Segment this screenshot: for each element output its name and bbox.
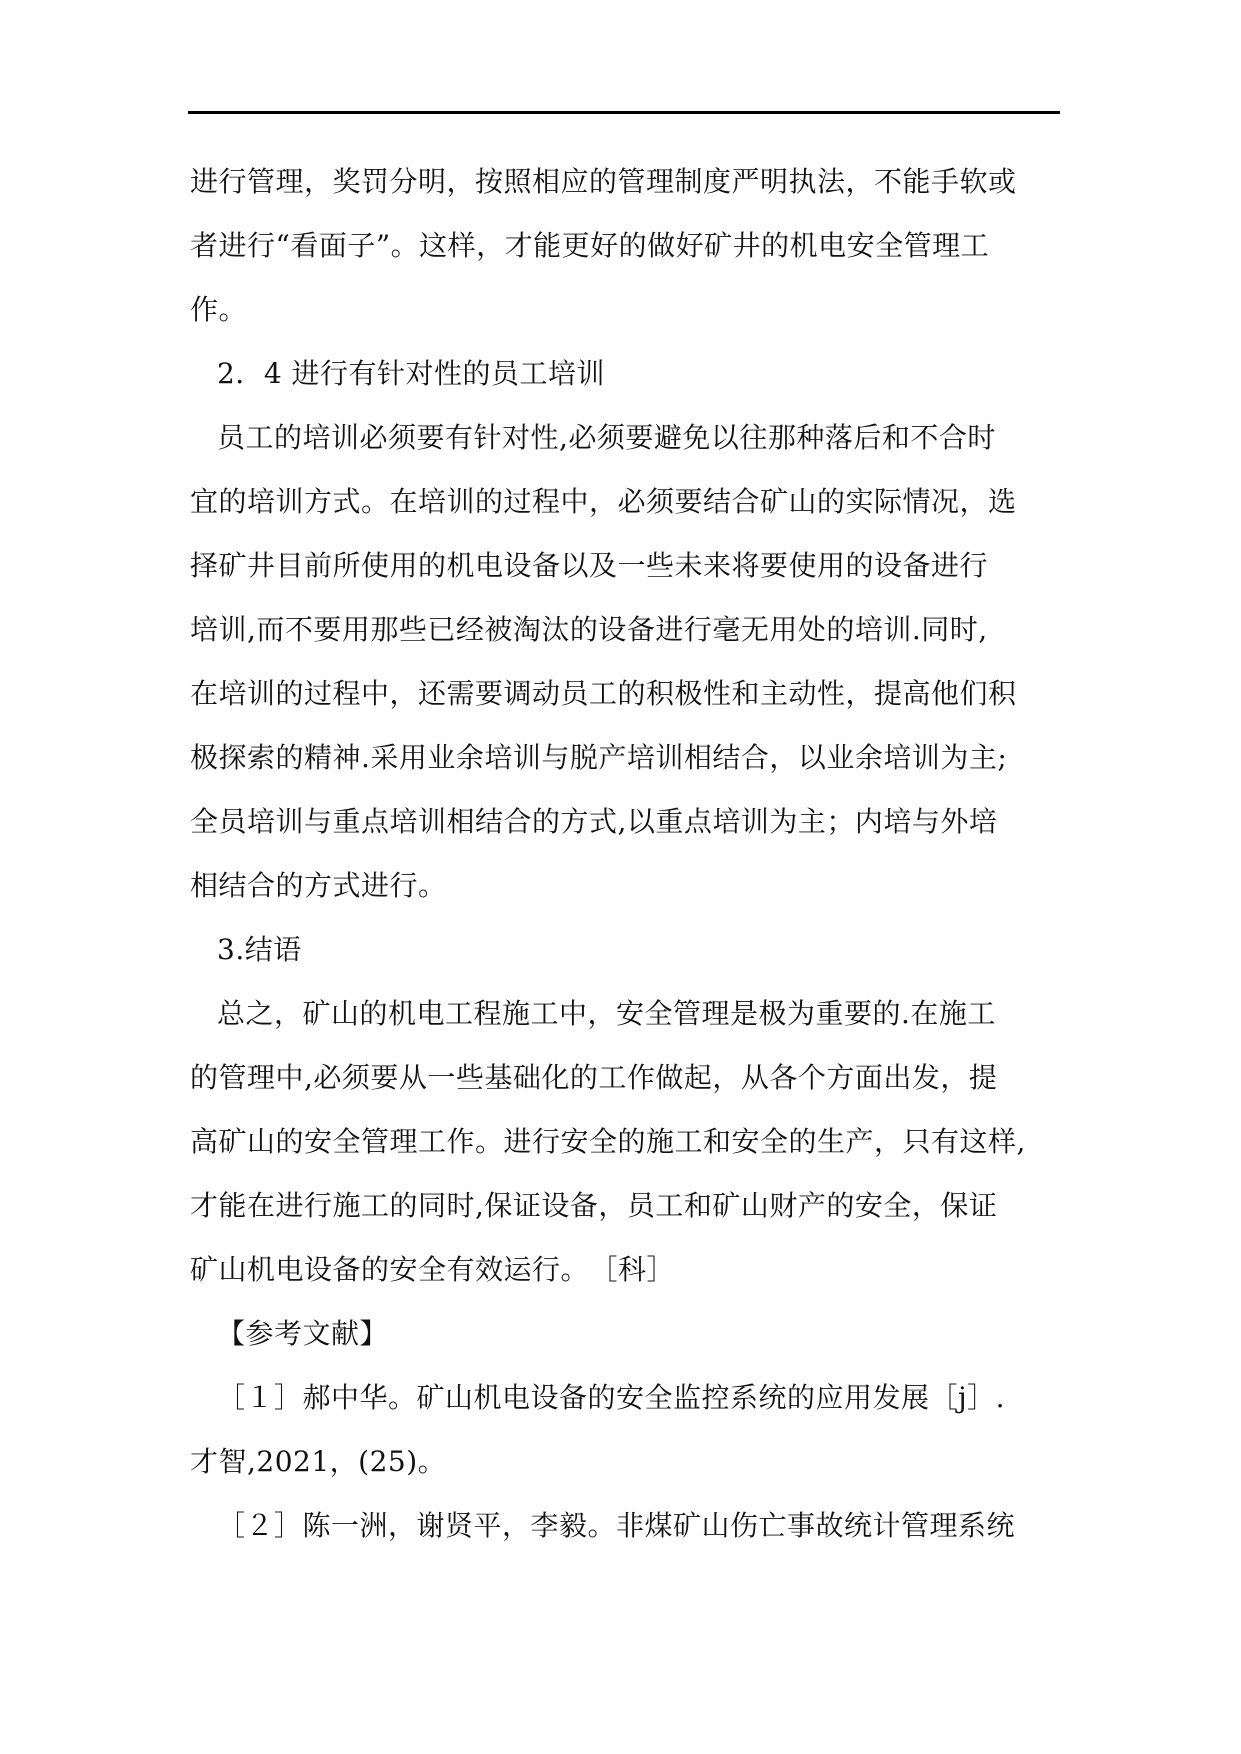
paragraph-line: 相结合的方式进行。 bbox=[190, 869, 447, 902]
paragraph-line: 在培训的过程中，还需要调动员工的积极性和主动性，提高他们积 bbox=[190, 677, 1017, 710]
section-heading: 3.结语 bbox=[217, 933, 302, 966]
reference-line: 才智,2021，(25)。 bbox=[190, 1445, 447, 1478]
references-heading: 【参考文献】 bbox=[217, 1317, 389, 1350]
section-heading: 2．4 进行有针对性的员工培训 bbox=[217, 357, 606, 390]
paragraph-line: 的管理中,必须要从一些基础化的工作做起，从各个方面出发，提 bbox=[190, 1061, 998, 1094]
paragraph-line: 培训,而不要用那些已经被淘汰的设备进行毫无用处的培训.同时, bbox=[190, 613, 988, 646]
paragraph-line: 者进行“看面子”。这样，才能更好的做好矿井的机电安全管理工 bbox=[190, 229, 990, 262]
paragraph-line: 员工的培训必须要有针对性,必须要避免以往那种落后和不合时 bbox=[217, 421, 996, 454]
reference-line: ［１］郝中华。矿山机电设备的安全监控系统的应用发展［j］. bbox=[217, 1381, 1006, 1414]
paragraph-line: 宜的培训方式。在培训的过程中，必须要结合矿山的实际情况，选 bbox=[190, 485, 1017, 518]
paragraph-line: 矿山机电设备的安全有效运行。 ［科］ bbox=[190, 1253, 676, 1286]
reference-line: ［２］陈一洲，谢贤平，李毅。非煤矿山伤亡事故统计管理系统 bbox=[217, 1509, 1016, 1542]
paragraph-line: 全员培训与重点培训相结合的方式,以重点培训为主；内培与外培 bbox=[190, 805, 998, 838]
paragraph-line: 才能在进行施工的同时,保证设备，员工和矿山财产的安全，保证 bbox=[190, 1189, 998, 1222]
paragraph-line: 作。 bbox=[190, 293, 248, 326]
paragraph-line: 进行管理，奖罚分明，按照相应的管理制度严明执法，不能手软或 bbox=[190, 165, 1017, 198]
paragraph-line: 总之，矿山的机电工程施工中，安全管理是极为重要的.在施工 bbox=[217, 997, 996, 1030]
paragraph-line: 极探索的精神.采用业余培训与脱产培训相结合，以业余培训为主; bbox=[190, 741, 1008, 774]
paragraph-line: 高矿山的安全管理工作。进行安全的施工和安全的生产，只有这样, bbox=[190, 1125, 1026, 1158]
paragraph-line: 择矿井目前所使用的机电设备以及一些未来将要使用的设备进行 bbox=[190, 549, 989, 582]
